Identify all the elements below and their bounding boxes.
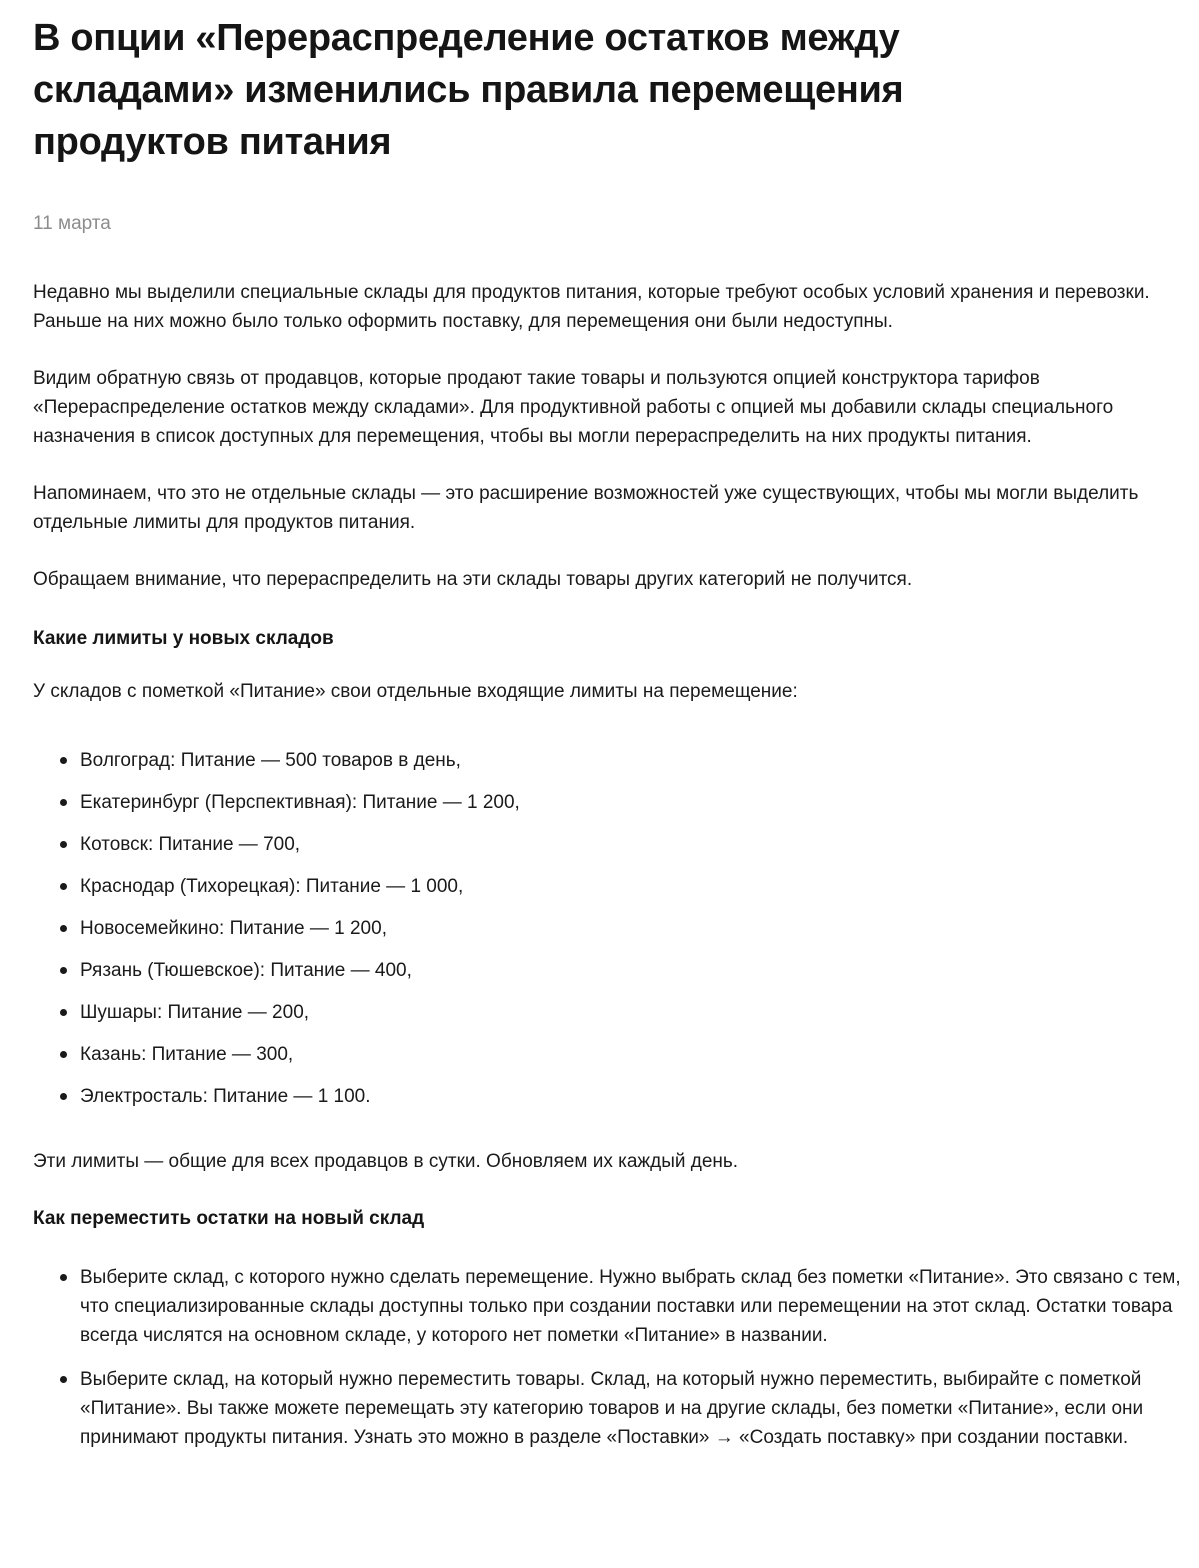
- step-item: Выберите склад, с которого нужно сделать перемещение. Нужно выбрать склад без пометки «Питание». Это связано с тем, что специализированные склады доступны только при создании поставки или перемещении на этот склад. Остатки товара всегда числятся на основном складе, у которого нет пометки «Питание» в названии.: [80, 1263, 1185, 1350]
- limits-lead-paragraph: У складов с пометкой «Питание» свои отдельные входящие лимиты на перемещение:: [33, 681, 798, 702]
- paragraph-note: Обращаем внимание, что перераспределить на эти склады товары других категорий не получится.: [33, 569, 913, 590]
- list-item: Электросталь: Питание — 1 100.: [80, 1082, 1185, 1111]
- list-item: Новосемейкино: Питание — 1 200,: [80, 914, 1185, 943]
- limits-outro-paragraph: Эти лимиты — общие для всех продавцов в сутки. Обновляем их каждый день.: [33, 1151, 739, 1172]
- list-item: Казань: Питание — 300,: [80, 1040, 1185, 1069]
- step-item: Выберите склад, на который нужно переместить товары. Склад, на который нужно переместить, выбирайте с пометкой «Питание». Вы также можете перемещать эту категорию товаров и на другие склады, без пометки «Питание», если они принимают продукты питания. Узнать это можно в разделе «Поставки» → «Создать поставку» при создании поставки.: [80, 1365, 1185, 1452]
- list-item: Шушары: Питание — 200,: [80, 998, 1185, 1027]
- list-item: Рязань (Тюшевское): Питание — 400,: [80, 956, 1185, 985]
- list-item: Волгоград: Питание — 500 товаров в день,: [80, 746, 1185, 775]
- paragraph-intro-1: Недавно мы выделили специальные склады для продуктов питания, которые требуют особых условий хранения и перевозки. Раньше на них можно было только оформить поставку, для перемещения они были недоступны.: [33, 282, 1150, 332]
- steps-list: [33, 1263, 1185, 1452]
- list-item: Котовск: Питание — 700,: [80, 830, 1185, 859]
- page-title: В опции «Перераспределение остатков между складами» изменились правила перемещения продуктов питания: [33, 17, 904, 163]
- list-item: Екатеринбург (Перспективная): Питание — 1 200,: [80, 788, 1185, 817]
- section-heading-limits: Какие лимиты у новых складов: [33, 628, 334, 649]
- list-item: Краснодар (Тихорецкая): Питание — 1 000,: [80, 872, 1185, 901]
- paragraph-intro-2: Видим обратную связь от продавцов, которые продают такие товары и пользуются опцией конструктора тарифов «Перераспределение остатков между складами». Для продуктивной работы с опцией мы добавили склады специального назначения в список доступных для перемещения, чтобы вы могли перераспределить на них продукты питания.: [33, 368, 1114, 447]
- limits-list: [33, 746, 1185, 1111]
- section-heading-howto: Как переместить остатки на новый склад: [33, 1208, 425, 1229]
- paragraph-reminder: Напоминаем, что это не отдельные склады — это расширение возможностей уже существующих, чтобы мы могли выделить отдельные лимиты для продуктов питания.: [33, 483, 1139, 533]
- article-date: 11 марта: [33, 213, 111, 234]
